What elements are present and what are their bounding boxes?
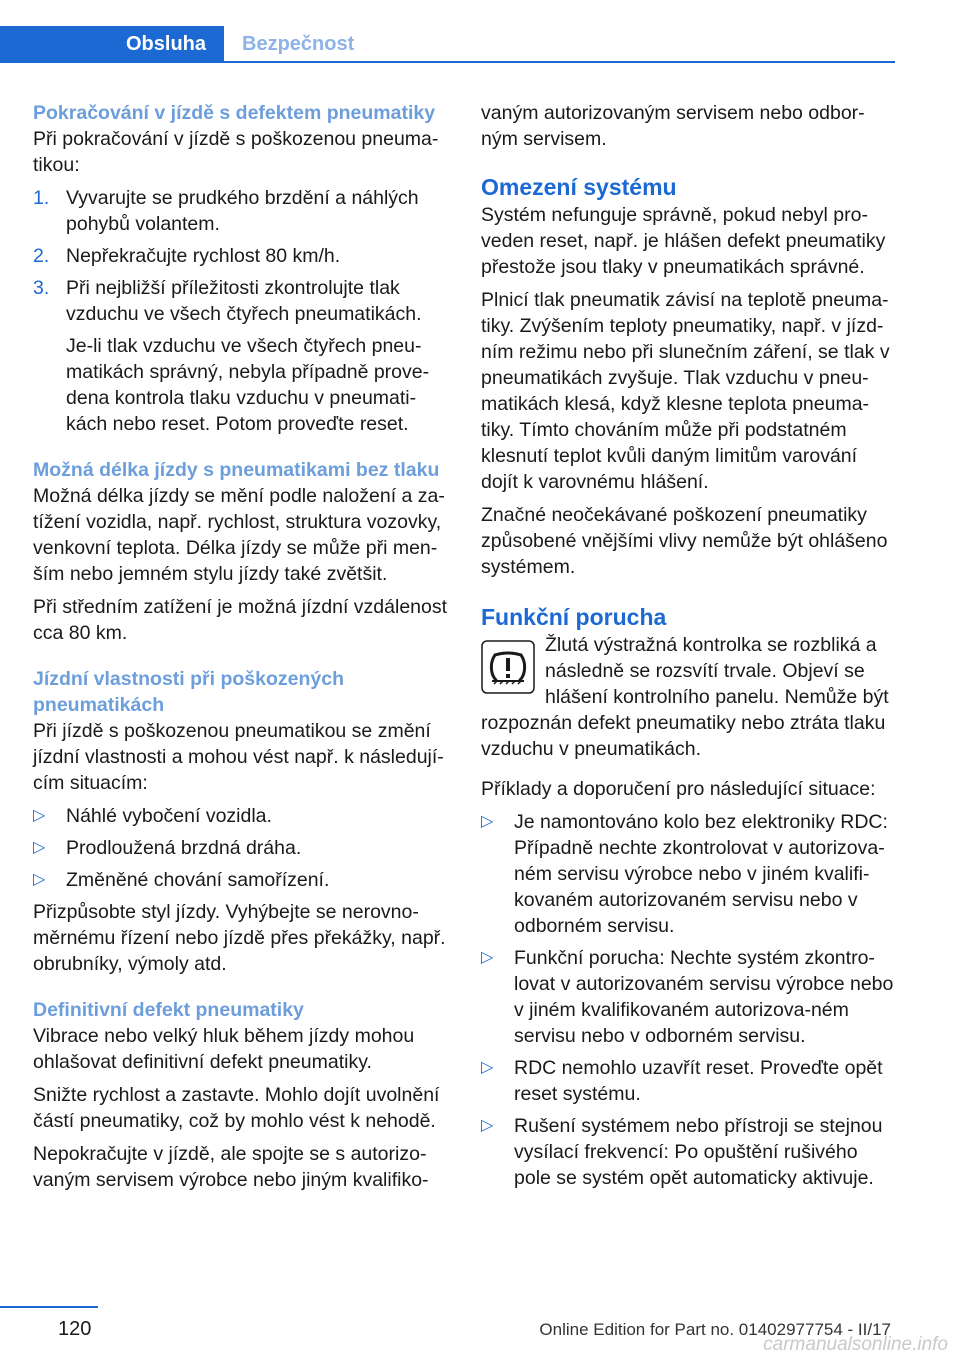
tab-bezpecnost[interactable]: Bezpečnost [242, 33, 355, 55]
step-number: 3. [33, 277, 50, 299]
bullet-list [481, 809, 897, 1191]
list-item: ▷ Rušení systémem nebo přístroji se stejnou vysílací frekvencí: Po opuštění rušivého pole se systém opět automaticky aktivuje. [481, 1115, 883, 1189]
paragraph: Přizpůsobte styl jízdy. Vyhýbejte se nerovno-měrnému řízení nebo jízdě přes překážky, např. obrubníky, výmoly atd. [33, 901, 446, 975]
footer-rule [0, 1306, 98, 1308]
paragraph: Značné neočekávané poškození pneumatiky způsobené vnějšími vlivy nemůže být ohlášeno systémem. [481, 504, 888, 578]
heading-system-limits: Omezení systému [481, 174, 677, 200]
paragraph: Při jízdě s poškozenou pneumatikou se změní jízdní vlastnosti a mohou vést např. k následují-cím situacím: [33, 720, 444, 794]
paragraph: Nepokračujte v jízdě, ale spojte se s autorizo-vaným servisem výrobce nebo jiným kvalifiko- [33, 1143, 429, 1191]
triangle-right-icon: ▷ [33, 839, 46, 856]
watermark: carmanualsonline.info [763, 1334, 948, 1355]
paragraph: Snižte rychlost a zastavte. Mohlo dojít uvolnění částí pneumatiky, což by mohlo vést k nehodě. [33, 1084, 440, 1132]
header-tabs [0, 26, 895, 62]
paragraph: Možná délka jízdy se mění podle naložení a za-tížení vozidla, např. rychlost, struktura vozovky, venkovní teplota. Délka jízdy se může při men-ším nebo jemném stylu jízdy také zvětšit. [33, 485, 445, 585]
list-item: ▷ Náhlé vybočení vozidla. [33, 805, 272, 827]
malfunction-block [481, 632, 897, 762]
triangle-right-icon: ▷ [481, 813, 494, 830]
triangle-right-icon: ▷ [481, 949, 494, 966]
step-text: Nepřekračujte rychlost 80 km/h. [66, 245, 341, 267]
triangle-right-icon: ▷ [33, 871, 46, 888]
heading-malfunction: Funkční porucha [481, 604, 667, 630]
paragraph: Příklady a doporučení pro následující situace: [481, 778, 876, 800]
step-item [33, 275, 453, 437]
step-number: 2. [33, 245, 50, 267]
left-column [33, 100, 453, 1200]
step-note: Je-li tlak vzduchu ve všech čtyřech pneu-matikách správný, nebyla případně prove-dena kontrola tlaku vzduchu v pneumati-kách nebo reset. Potom proveďte reset. [66, 335, 430, 435]
step-item [33, 243, 453, 269]
paragraph: Žlutá výstražná kontrolka se rozbliká a následně se rozsvítí trvale. Objeví se hlášení kontrolního panelu. Nemůže být rozpoznán defekt pneumatiky nebo ztráta tlaku vzduchu v pneumatikách. [481, 634, 889, 760]
list-item: ▷ Změněné chování samořízení. [33, 869, 330, 891]
paragraph: Plnicí tlak pneumatik závisí na teplotě pneuma-tiky. Zvýšením teploty pneumatiky, např. v jízd-ním režimu nebo při slunečním záření, se tlak v pneumatikách zvyšuje. Tlak vzduchu v pneu-matikách klesá, když klesne teplota pneuma-tiky. Tímto chováním může při podstatném klesnutí teplot kvůli daným limitům varování dojít k varovnému hlášení. [481, 289, 890, 493]
list-item: ▷ RDC nemohlo uzavřít reset. Proveďte opět reset systému. [481, 1057, 883, 1105]
list-item: ▷ Funkční porucha: Nechte systém zkontro-lovat v autorizovaném servisu výrobce nebo v jiném kvalifikovaném autorizova-ném servisu nebo v odborném servisu. [481, 947, 894, 1047]
paragraph: Při středním zatížení je možná jízdní vzdálenost cca 80 km. [33, 596, 448, 644]
bullet-list [33, 803, 453, 893]
heading-definitive-defect: Definitivní defekt pneumatiky [33, 999, 304, 1021]
heading-driving-range: Možná délka jízdy s pneumatikami bez tlaku [33, 459, 440, 481]
step-number: 1. [33, 187, 50, 209]
step-text: Vyvarujte se prudkého brzdění a náhlých pohybů volantem. [66, 187, 419, 235]
list-item: ▷ Je namontováno kolo bez elektroniky RDC: Případně nechte zkontrolovat v autorizova-ném servisu výrobce nebo v jiném kvalifi-kovaném autorizovaném servisu nebo v odborném servisu. [481, 811, 888, 937]
step-item [33, 185, 453, 237]
page-number: 120 [58, 1318, 92, 1340]
paragraph: Při pokračování v jízdě s poškozenou pneuma-tikou: [33, 128, 439, 176]
right-column [481, 100, 897, 1197]
tire-pressure-warning-icon [481, 640, 535, 694]
paragraph: vaným autorizovaným servisem nebo odbor-ným servisem. [481, 102, 865, 150]
heading-continue-driving: Pokračování v jízdě s defektem pneumatiky [33, 102, 436, 124]
list-item: ▷ Prodloužená brzdná dráha. [33, 837, 302, 859]
edition-note: Online Edition for Part no. 01402977754 - II/17 [539, 1320, 891, 1339]
triangle-right-icon: ▷ [33, 807, 46, 824]
triangle-right-icon: ▷ [481, 1117, 494, 1134]
step-text: Při nejbližší příležitosti zkontrolujte tlak vzduchu ve všech čtyřech pneumatikách. [66, 277, 422, 325]
tab-obsluha[interactable]: Obsluha [0, 26, 224, 62]
paragraph: Systém nefunguje správně, pokud nebyl pro-veden reset, např. je hlášen defekt pneumatiky přestože jsou tlaky v pneumatikách správné. [481, 204, 886, 278]
steps-list [33, 185, 453, 437]
triangle-right-icon: ▷ [481, 1059, 494, 1076]
paragraph: Vibrace nebo velký hluk během jízdy mohou ohlašovat definitivní defekt pneumatiky. [33, 1025, 415, 1073]
heading-driving-characteristics: Jízdní vlastnosti při poškozených pneumatikách [33, 668, 344, 716]
